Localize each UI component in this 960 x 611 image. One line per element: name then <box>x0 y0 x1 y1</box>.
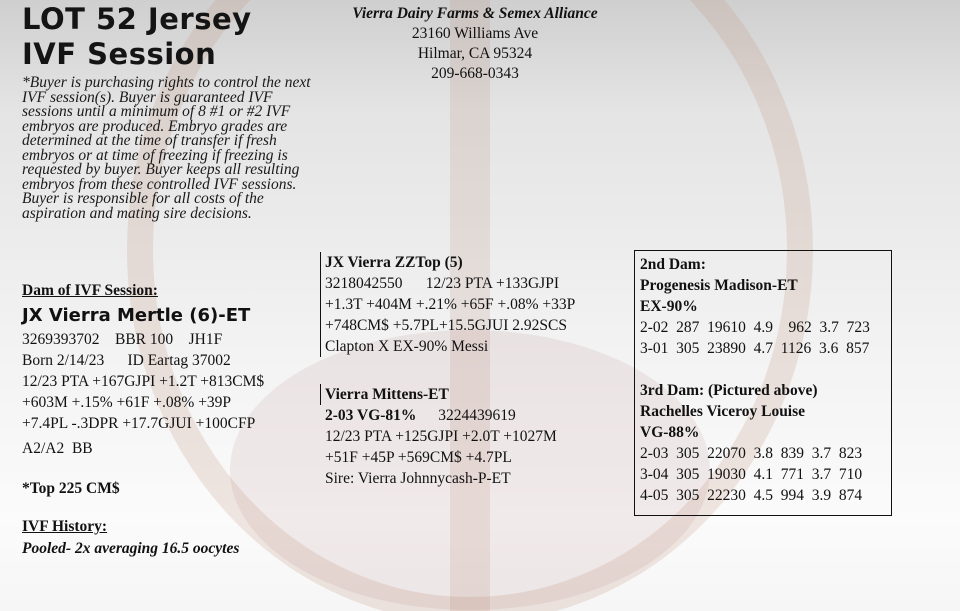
mittens-line: +51F +45P +569CM$ +4.7PL <box>325 449 512 466</box>
ivf-history-heading: IVF History: <box>22 518 108 535</box>
mittens-score-row <box>320 405 620 426</box>
dam-line: Born 2/14/23 ID Eartag 37002 <box>22 352 231 369</box>
dam-heading: Dam of IVF Session: <box>22 282 158 299</box>
second-dam-record: 3-01 305 23890 4.7 1126 3.6 857 <box>640 340 870 357</box>
dam-line: A2/A2 BB <box>22 440 93 457</box>
second-dam-score: EX-90% <box>640 298 698 315</box>
seller-info <box>325 4 625 84</box>
lot-title-line1: LOT 52 Jersey <box>22 2 252 36</box>
sire-section <box>320 252 625 357</box>
mittens-id: 3224439619 <box>438 407 516 424</box>
third-dam-name: Rachelles Viceroy Louise <box>640 403 806 420</box>
mittens-line: 12/23 PTA +125GJPI +2.0T +1027M <box>325 428 557 445</box>
buyer-disclaimer: *Buyer is purchasing rights to control the next IVF session(s). Buyer is guaranteed IVF sessions until a minimum of 8 #1 or #2 IVF embryos are produced. Embryo grades are determined at the time of transfer if fresh embryos or at time of freezing if freezing is requested by buyer. Buyer keeps all resulting embryos from these controlled IVF sessions. Buyer is responsible for all costs of the aspiration and mating sire decisions. <box>22 74 311 222</box>
second-dam-heading: 2nd Dam: <box>640 256 706 273</box>
mittens-line: Sire: Vierra Johnnycash-P-ET <box>325 470 511 487</box>
seller-address-line2: Hilmar, CA 95324 <box>417 45 533 62</box>
mittens-score: 2-03 VG-81% <box>325 407 417 424</box>
third-dam-score: VG-88% <box>640 424 700 441</box>
seller-phone: 209-668-0343 <box>431 65 519 82</box>
seller-name: Vierra Dairy Farms & Semex Alliance <box>352 5 598 22</box>
lot-title-line2: IVF Session <box>22 37 217 71</box>
mittens-name: Vierra Mittens-ET <box>320 384 620 405</box>
top-225-note: *Top 225 CM$ <box>22 480 120 497</box>
lot-title <box>22 2 252 72</box>
third-dam-record: 4-05 305 22230 4.5 994 3.9 874 <box>640 487 863 504</box>
dam-line: +7.4PL -.3DPR +17.7GJUI +100CFP <box>22 415 256 432</box>
mittens-section <box>320 384 620 489</box>
third-dam-record: 3-04 305 19030 4.1 771 3.7 710 <box>640 466 863 483</box>
dam-line: +603M +.15% +61F +.08% +39P <box>22 394 232 411</box>
second-dam-record: 2-02 287 19610 4.9 962 3.7 723 <box>640 319 870 336</box>
dam-name: JX Vierra Mertle (6)-ET <box>22 305 251 326</box>
seller-address-line1: 23160 Williams Ave <box>411 25 539 42</box>
dam-line: 3269393702 BBR 100 JH1F <box>22 331 223 348</box>
sire-line: +748CM$ +5.7PL+15.5GJUI 2.92SCS <box>325 317 567 334</box>
second-dam-name: Progenesis Madison-ET <box>640 277 798 294</box>
sire-line: Clapton X EX-90% Messi <box>325 338 489 355</box>
third-dam-heading: 3rd Dam: (Pictured above) <box>640 382 818 399</box>
third-dam-record: 2-03 305 22070 3.8 839 3.7 823 <box>640 445 863 462</box>
sire-line: +1.3T +404M +.21% +65F +.08% +33P <box>325 296 576 313</box>
ivf-history-value: Pooled- 2x averaging 16.5 oocytes <box>22 540 240 557</box>
sire-line: 3218042550 12/23 PTA +133GJPI <box>325 275 559 292</box>
dam-section <box>22 280 322 459</box>
dam-line: 12/23 PTA +167GJPI +1.2T +813CM$ <box>22 373 265 390</box>
ivf-history-section <box>22 516 239 560</box>
sire-name: JX Vierra ZZTop (5) <box>325 254 463 271</box>
maternal-dams-box <box>634 250 892 516</box>
